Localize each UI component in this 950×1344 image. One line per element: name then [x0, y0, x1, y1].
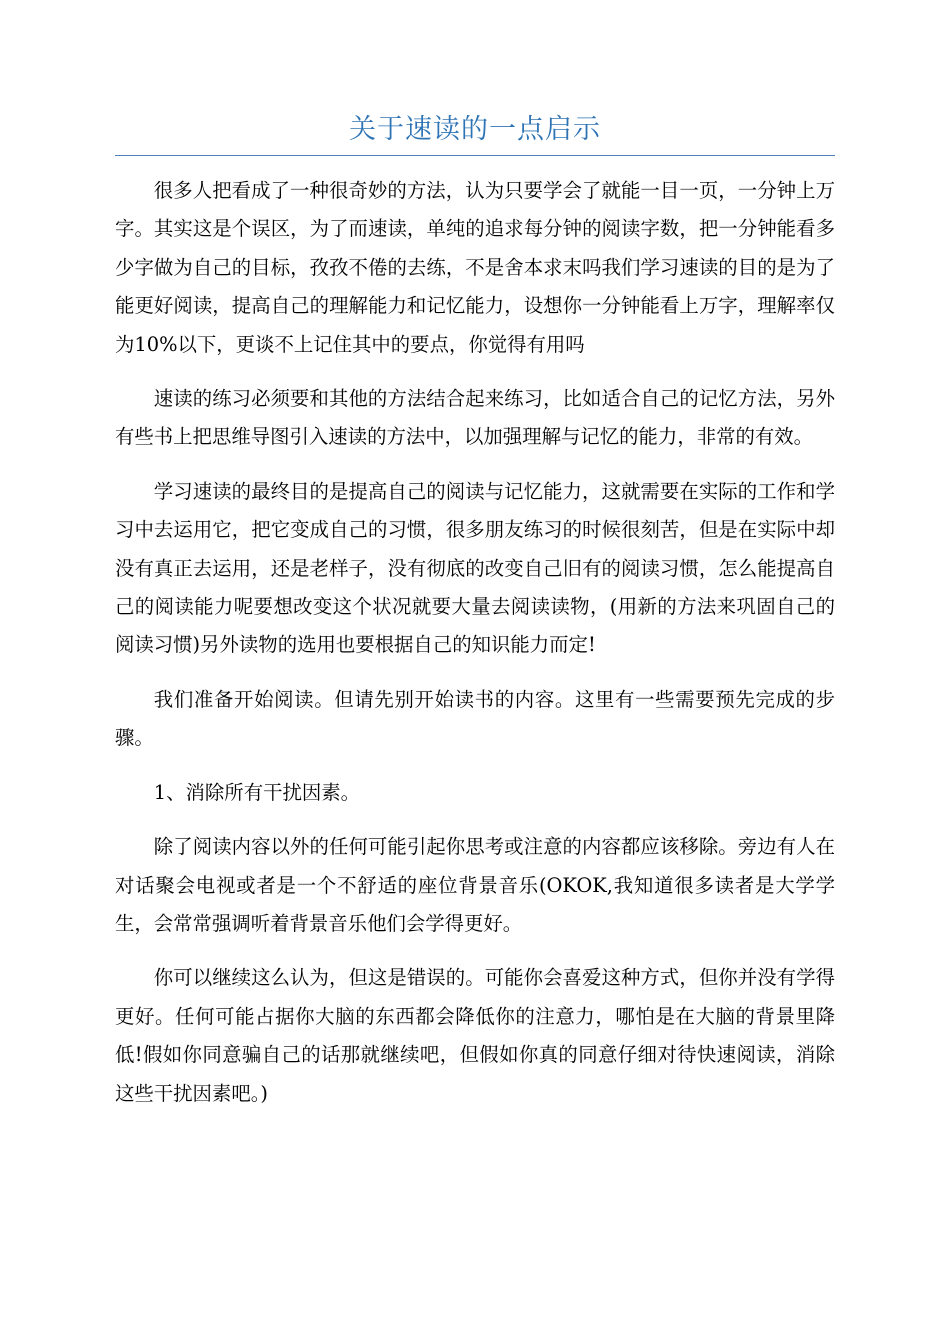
- paragraph: 速读的练习必须要和其他的方法结合起来练习，比如适合自己的记忆方法，另外有些书上把思维导图引入速读的方法中，以加强理解与记忆的能力，非常的有效。: [115, 387, 835, 449]
- paragraph: 除了阅读内容以外的任何可能引起你思考或注意的内容都应该移除。旁边有人在对话聚会电视或者是一个不舒适的座位背景音乐(OKOK,我知道很多读者是大学学生，会常常强调听着背景音乐他们会学得更好。: [115, 835, 835, 935]
- paragraph: 学习速读的最终目的是提高自己的阅读与记忆能力，这就需要在实际的工作和学习中去运用它，把它变成自己的习惯，很多朋友练习的时候很刻苦，但是在实际中却没有真正去运用，还是老样子，没有彻底的改变自己旧有的阅读习惯，怎么能提高自己的阅读能力呢要想改变这个状况就要大量去阅读读物，(用新的方法来巩固自己的阅读习惯)另外读物的选用也要根据自己的知识能力而定!: [115, 479, 835, 657]
- paragraph: 你可以继续这么认为，但这是错误的。可能你会喜爱这种方式，但你并没有学得更好。任何可能占据你大脑的东西都会降低你的注意力，哪怕是在大脑的背景里降低!假如你同意骗自己的话那就继续吧，但假如你真的同意仔细对待快速阅读，消除这些干扰因素吧。): [115, 966, 835, 1105]
- document-body: [115, 172, 835, 1129]
- paragraph: 很多人把看成了一种很奇妙的方法，认为只要学会了就能一目一页，一分钟上万字。其实这是个误区，为了而速读，单纯的追求每分钟的阅读字数，把一分钟能看多少字做为自己的目标，孜孜不倦的去练，不是舍本求末吗我们学习速读的目的是为了能更好阅读，提高自己的理解能力和记忆能力，设想你一分钟能看上万字，理解率仅为10%以下，更谈不上记住其中的要点，你觉得有用吗: [115, 179, 835, 356]
- paragraph: 我们准备开始阅读。但请先别开始读书的内容。这里有一些需要预先完成的步骤。: [115, 687, 835, 750]
- title-underline: [115, 155, 835, 156]
- document-title: 关于速读的一点启示: [349, 114, 601, 145]
- paragraph: 1、消除所有干扰因素。: [153, 780, 361, 804]
